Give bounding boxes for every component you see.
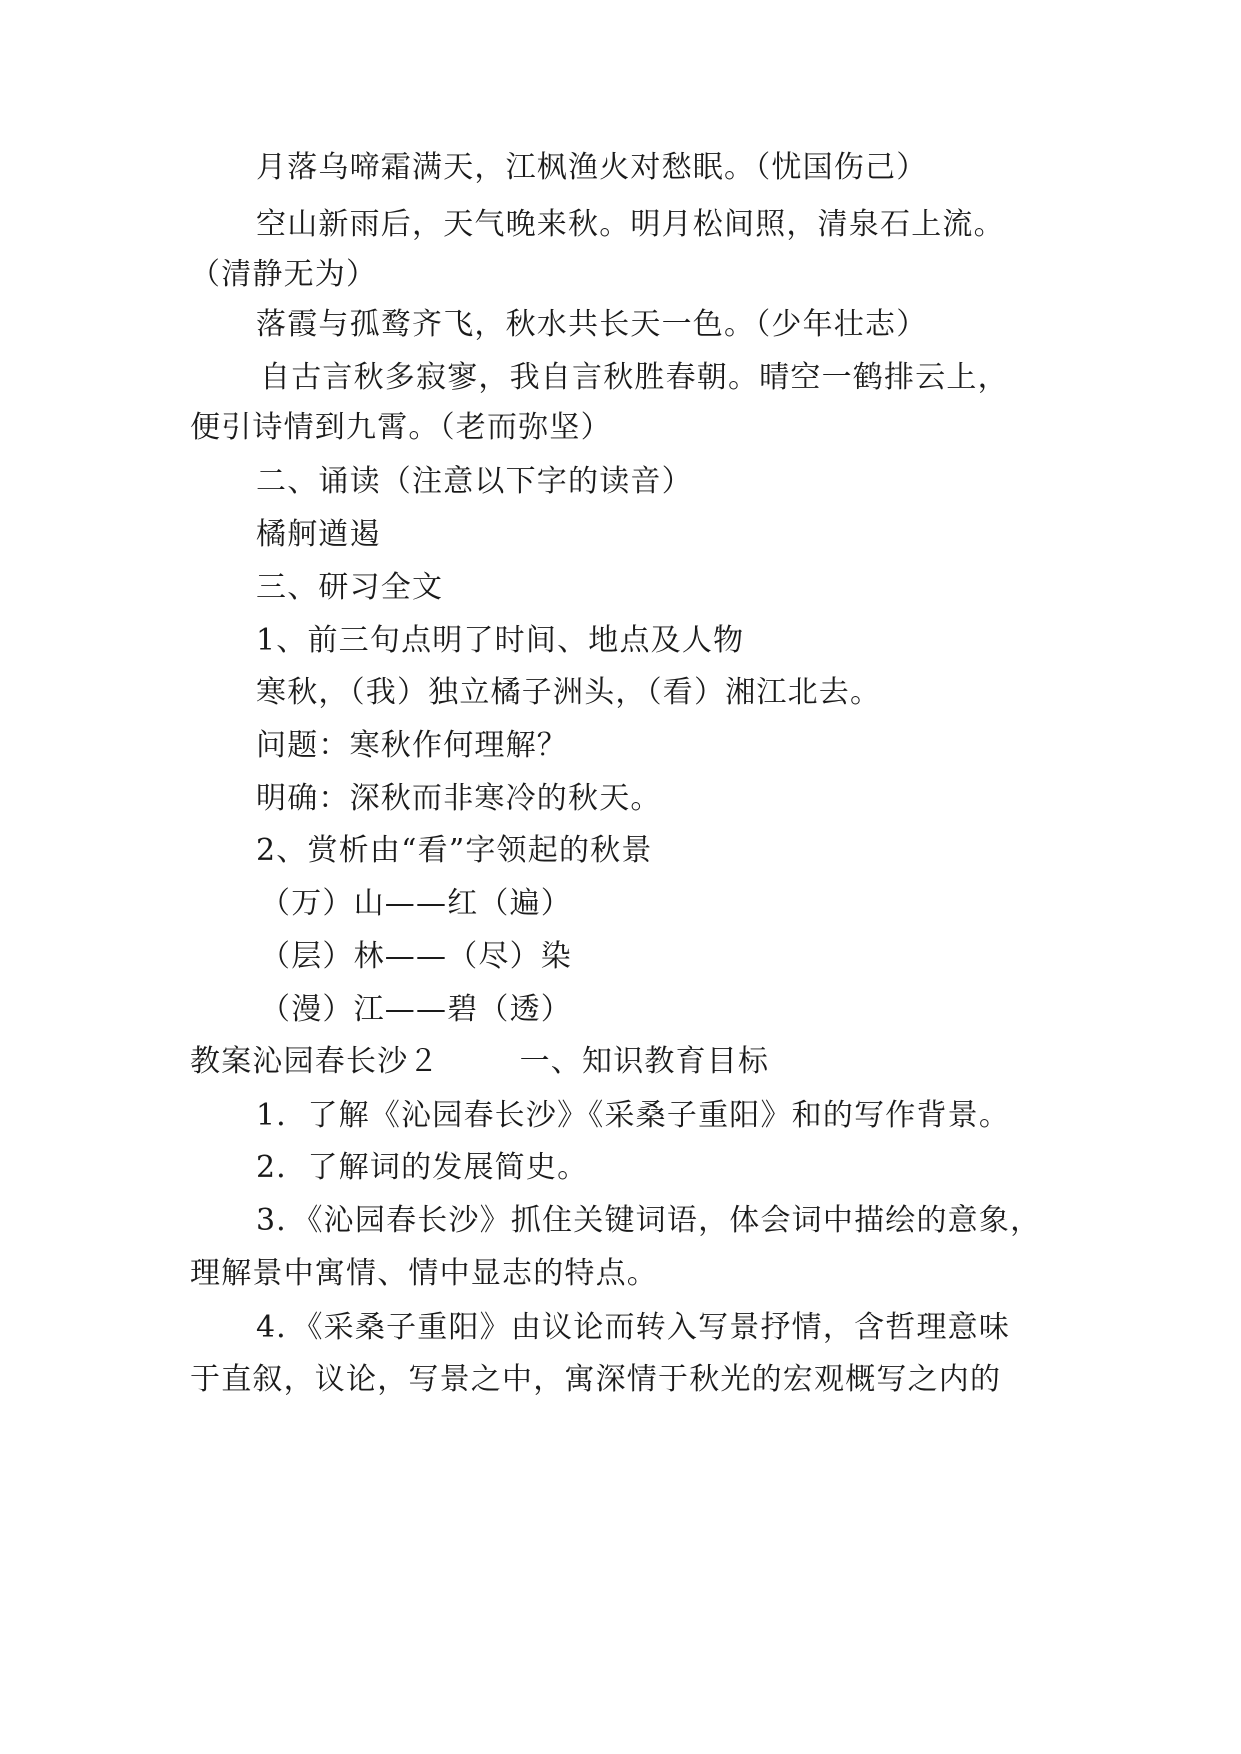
- poem-line-2-note: （清静无为）: [190, 257, 378, 292]
- lesson-subtitle: 一、知识教育目标: [519, 1044, 770, 1079]
- question: 问题：寒秋作何理解？: [256, 728, 568, 763]
- lesson-heading: [190, 1042, 1070, 1082]
- goal-2: 2．了解词的发展简史。: [256, 1150, 589, 1185]
- poem-line-1: 月落乌啼霜满天，江枫渔火对愁眠。（忧国伤己）: [256, 150, 928, 185]
- goal-1: 1．了解《沁园春长沙》《采桑子重阳》和的写作背景。: [256, 1098, 1011, 1133]
- section-heading-3: 三、研习全文: [256, 570, 444, 605]
- goal-4: 4．《采桑子重阳》由议论而转入写景抒情，含哲理意味: [256, 1310, 1011, 1345]
- character-list: 橘舸遒遏: [256, 517, 381, 552]
- goal-3: 3．《沁园春长沙》抓住关键词语，体会词中描绘的意象，: [256, 1203, 1042, 1238]
- scene-line-2: （层）林——（尽）染: [260, 939, 572, 974]
- lesson-title: 教案沁园春长沙２: [190, 1044, 440, 1079]
- goal-4-cont: 于直叙，议论，写景之中，寓深情于秋光的宏观概写之内的: [190, 1362, 1002, 1397]
- section-heading-2: 二、诵读（注意以下字的读音）: [256, 464, 693, 499]
- poem-line-4: 自古言秋多寂寥，我自言秋胜春朝。晴空一鹤排云上，: [260, 360, 1009, 395]
- scene-line-3: （漫）江——碧（透）: [260, 992, 572, 1027]
- point-1: 1、前三句点明了时间、地点及人物: [256, 623, 745, 658]
- poem-line-4-cont: 便引诗情到九霄。（老而弥坚）: [190, 410, 612, 445]
- point-2: 2、赏析由“看”字领起的秋景: [256, 833, 653, 868]
- answer: 明确：深秋而非寒冷的秋天。: [256, 781, 662, 816]
- poem-line-3: 落霞与孤鹜齐飞，秋水共长天一色。（少年壮志）: [256, 307, 928, 342]
- poem-line-2: 空山新雨后，天气晚来秋。明月松间照，清泉石上流。: [256, 207, 1005, 242]
- goal-3-cont: 理解景中寓情、情中显志的特点。: [190, 1256, 658, 1291]
- point-1-text: 寒秋，（我）独立橘子洲头，（看）湘江北去。: [256, 675, 882, 710]
- scene-line-1: （万）山——红（遍）: [260, 886, 572, 921]
